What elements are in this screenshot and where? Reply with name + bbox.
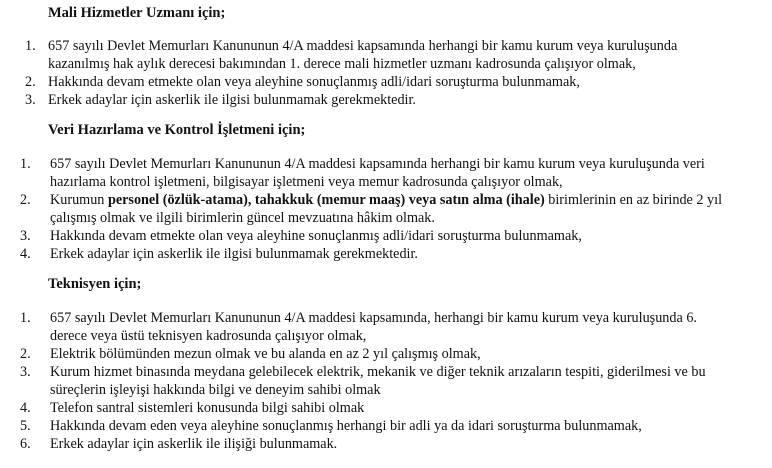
- item-number: 2.: [20, 346, 31, 362]
- section-heading-teknisyen: Teknisyen için;: [48, 276, 142, 292]
- item-number: 1.: [20, 310, 31, 326]
- list-item: [0, 417, 772, 435]
- list-item: [0, 435, 772, 453]
- requirements-list-teknisyen: [0, 309, 772, 453]
- item-text: Hakkında devam etmekte olan veya aleyhine sonuçlanmış adli/idari soruşturma bulunmamak,: [50, 228, 582, 244]
- requirements-list-veri-hazirlama: [0, 155, 772, 263]
- list-item: [0, 363, 772, 399]
- item-text: 657 sayılı Devlet Memurları Kanununun 4/A maddesi kapsamında herhangi bir kamu kurum veya kuruluşunda veri: [50, 156, 705, 172]
- item-text: Hakkında devam eden veya aleyhine sonuçlanmış herhangi bir adli ya da idari soruşturma bulunmamak,: [50, 418, 642, 434]
- list-item: [0, 309, 772, 345]
- item-number: 5.: [20, 418, 31, 434]
- item-text: Erkek adaylar için askerlik ile ilgisi bulunmamak gerekmektedir.: [48, 92, 416, 108]
- item-text-plain: Kurumun: [50, 192, 108, 208]
- item-text-plain: birimlerinin en az birinde 2 yıl: [544, 192, 723, 208]
- requirements-list-mali-hizmetler: [0, 37, 772, 109]
- item-number: 3.: [25, 92, 36, 108]
- item-text: Elektrik bölümünden mezun olmak ve bu alanda en az 2 yıl çalışmış olmak,: [50, 346, 481, 362]
- list-item: [0, 91, 772, 109]
- item-text-bold: personel (özlük-atama), tahakkuk (memur maaş) veya satın alma (ihale): [107, 192, 545, 208]
- section-heading-mali-hizmetler: Mali Hizmetler Uzmanı için;: [48, 5, 226, 21]
- item-number: 1.: [25, 38, 36, 54]
- item-number: 4.: [20, 246, 31, 262]
- list-item: [0, 155, 772, 191]
- list-item: [0, 73, 772, 91]
- item-text-cont: süreçlerin işleyişi hakkında bilgi ve deneyim sahibi olmak: [50, 382, 381, 398]
- item-text-cont: hazırlama kontrol işletmeni, bilgisayar işletmeni veya memur kadrosunda çalışıyor olmak,: [50, 174, 563, 190]
- item-text: 657 sayılı Devlet Memurları Kanununun 4/A maddesi kapsamında, herhangi bir kamu kurum veya kuruluşunda 6.: [50, 310, 697, 326]
- list-item: [0, 37, 772, 73]
- list-item: [0, 245, 772, 263]
- item-text: Kurum hizmet binasında meydana gelebilecek elektrik, mekanik ve diğer teknik arızaların tespiti, giderilmesi ve bu: [50, 364, 706, 380]
- item-text: Erkek adaylar için askerlik ile ilişiği bulunmamak.: [50, 436, 338, 452]
- item-number: 1.: [20, 156, 31, 172]
- item-number: 3.: [20, 364, 31, 380]
- list-item: [0, 191, 772, 227]
- item-text-cont: çalışmış olmak ve ilgili birimlerin güncel mevzuatına hâkim olmak.: [50, 210, 435, 226]
- item-text: [50, 191, 765, 209]
- item-text-cont: kazanılmış hak aylık derecesi bakımından 1. derece mali hizmetler uzmanı kadrosunda çalışıyor olmak,: [48, 56, 636, 72]
- item-text: Telefon santral sistemleri konusunda bilgi sahibi olmak: [50, 400, 365, 416]
- item-number: 3.: [20, 228, 31, 244]
- item-number: 2.: [25, 74, 36, 90]
- item-text: Erkek adaylar için askerlik ile ilgisi bulunmamak gerekmektedir.: [50, 246, 418, 262]
- list-item: [0, 399, 772, 417]
- section-heading-veri-hazirlama: Veri Hazırlama ve Kontrol İşletmeni için;: [48, 122, 306, 138]
- item-number: 4.: [20, 400, 31, 416]
- list-item: [0, 227, 772, 245]
- item-text-cont: derece veya üstü teknisyen kadrosunda çalışıyor olmak,: [50, 328, 367, 344]
- item-text: 657 sayılı Devlet Memurları Kanununun 4/A maddesi kapsamında herhangi bir kamu kurum veya kuruluşunda: [48, 38, 678, 54]
- item-number: 2.: [20, 192, 31, 208]
- item-text: Hakkında devam etmekte olan veya aleyhine sonuçlanmış adli/idari soruşturma bulunmamak,: [48, 74, 580, 90]
- list-item: [0, 345, 772, 363]
- item-number: 6.: [20, 436, 31, 452]
